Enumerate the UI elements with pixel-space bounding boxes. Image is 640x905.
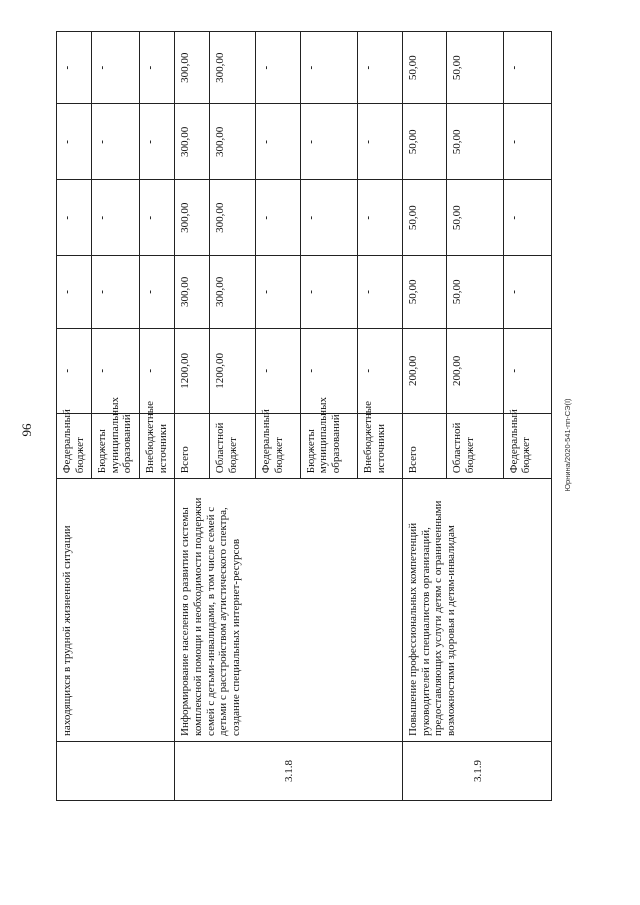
funding-source: Федеральный бюджет (256, 414, 300, 479)
amount-cell: - (358, 104, 403, 180)
row-number: 3.1.9 (403, 741, 552, 800)
amount-cell: - (140, 328, 175, 414)
amount-cell: 300,00 (175, 256, 210, 328)
amount-cell: - (92, 328, 140, 414)
amount-cell: 50,00 (403, 256, 447, 328)
row-number (57, 741, 175, 800)
budget-table (56, 31, 552, 801)
funding-source: Областной бюджет (210, 414, 256, 479)
amount-cell: 50,00 (447, 180, 503, 256)
amount-cell: - (92, 32, 140, 104)
amount-cell: 1200,00 (210, 328, 256, 414)
amount-cell: 50,00 (447, 104, 503, 180)
amount-cell: - (300, 104, 357, 180)
table-row (57, 32, 92, 801)
amount-cell: - (57, 104, 92, 180)
amount-cell: - (57, 180, 92, 256)
amount-cell: 300,00 (210, 256, 256, 328)
activity-description: Повышение профессиональных компетенций руководителей и специалистов организаций, предоставляющих услуги детям с ограниченными возможностями здоровья и детям-инвалидам (403, 479, 552, 742)
amount-cell: 300,00 (175, 32, 210, 104)
funding-source: Всего (403, 414, 447, 479)
amount-cell: - (256, 104, 300, 180)
amount-cell: 50,00 (403, 32, 447, 104)
amount-cell: - (256, 180, 300, 256)
amount-cell: 50,00 (403, 180, 447, 256)
table-row (403, 32, 447, 801)
document-code: Юрнина/2020-541-пп-СЭ(I) (563, 398, 572, 492)
amount-cell: 200,00 (403, 328, 447, 414)
amount-cell: - (140, 32, 175, 104)
funding-source: Федеральный бюджет (503, 414, 551, 479)
table-row (175, 32, 210, 801)
amount-cell: 50,00 (403, 104, 447, 180)
amount-cell: - (358, 180, 403, 256)
amount-cell: - (57, 256, 92, 328)
amount-cell: 50,00 (447, 256, 503, 328)
page-number: 96 (19, 423, 34, 437)
amount-cell: - (256, 32, 300, 104)
amount-cell: - (503, 256, 551, 328)
funding-source: Областной бюджет (447, 414, 503, 479)
amount-cell: 300,00 (175, 104, 210, 180)
rotated-table-block (56, 31, 552, 801)
amount-cell: - (57, 32, 92, 104)
funding-source: Бюджеты муниципальных образований (92, 414, 140, 479)
amount-cell: - (300, 32, 357, 104)
amount-cell: - (300, 180, 357, 256)
amount-cell: - (140, 180, 175, 256)
amount-cell: - (256, 328, 300, 414)
amount-cell: - (503, 32, 551, 104)
amount-cell: - (92, 104, 140, 180)
funding-source: Всего (175, 414, 210, 479)
amount-cell: - (140, 104, 175, 180)
amount-cell: - (57, 328, 92, 414)
funding-source: Внебюджетные источники (358, 414, 403, 479)
funding-source: Федеральный бюджет (57, 414, 92, 479)
amount-cell: 300,00 (210, 180, 256, 256)
amount-cell: - (503, 180, 551, 256)
amount-cell: - (358, 256, 403, 328)
amount-cell: - (300, 256, 357, 328)
amount-cell: - (503, 104, 551, 180)
funding-source: Бюджеты муниципальных образований (300, 414, 357, 479)
amount-cell: - (92, 180, 140, 256)
amount-cell: - (256, 256, 300, 328)
amount-cell: - (503, 328, 551, 414)
amount-cell: - (300, 328, 357, 414)
amount-cell: - (358, 328, 403, 414)
table-body (57, 32, 552, 801)
amount-cell: 50,00 (447, 32, 503, 104)
activity-description: находящихся в трудной жизненной ситуации (57, 479, 175, 742)
amount-cell: 300,00 (210, 32, 256, 104)
amount-cell: - (140, 256, 175, 328)
amount-cell: 300,00 (175, 180, 210, 256)
amount-cell: 300,00 (210, 104, 256, 180)
funding-source: Внебюджетные источники (140, 414, 175, 479)
activity-description: Информирование населения о развитии системы комплексной помощи и необходимости поддержки семей с детьми-инвалидами, в том числе семей с детьми с расстройством аутистического спектра, создание специальных интернет-ресурсов (175, 479, 403, 742)
amount-cell: - (92, 256, 140, 328)
row-number: 3.1.8 (175, 741, 403, 800)
amount-cell: - (358, 32, 403, 104)
amount-cell: 1200,00 (175, 328, 210, 414)
amount-cell: 200,00 (447, 328, 503, 414)
